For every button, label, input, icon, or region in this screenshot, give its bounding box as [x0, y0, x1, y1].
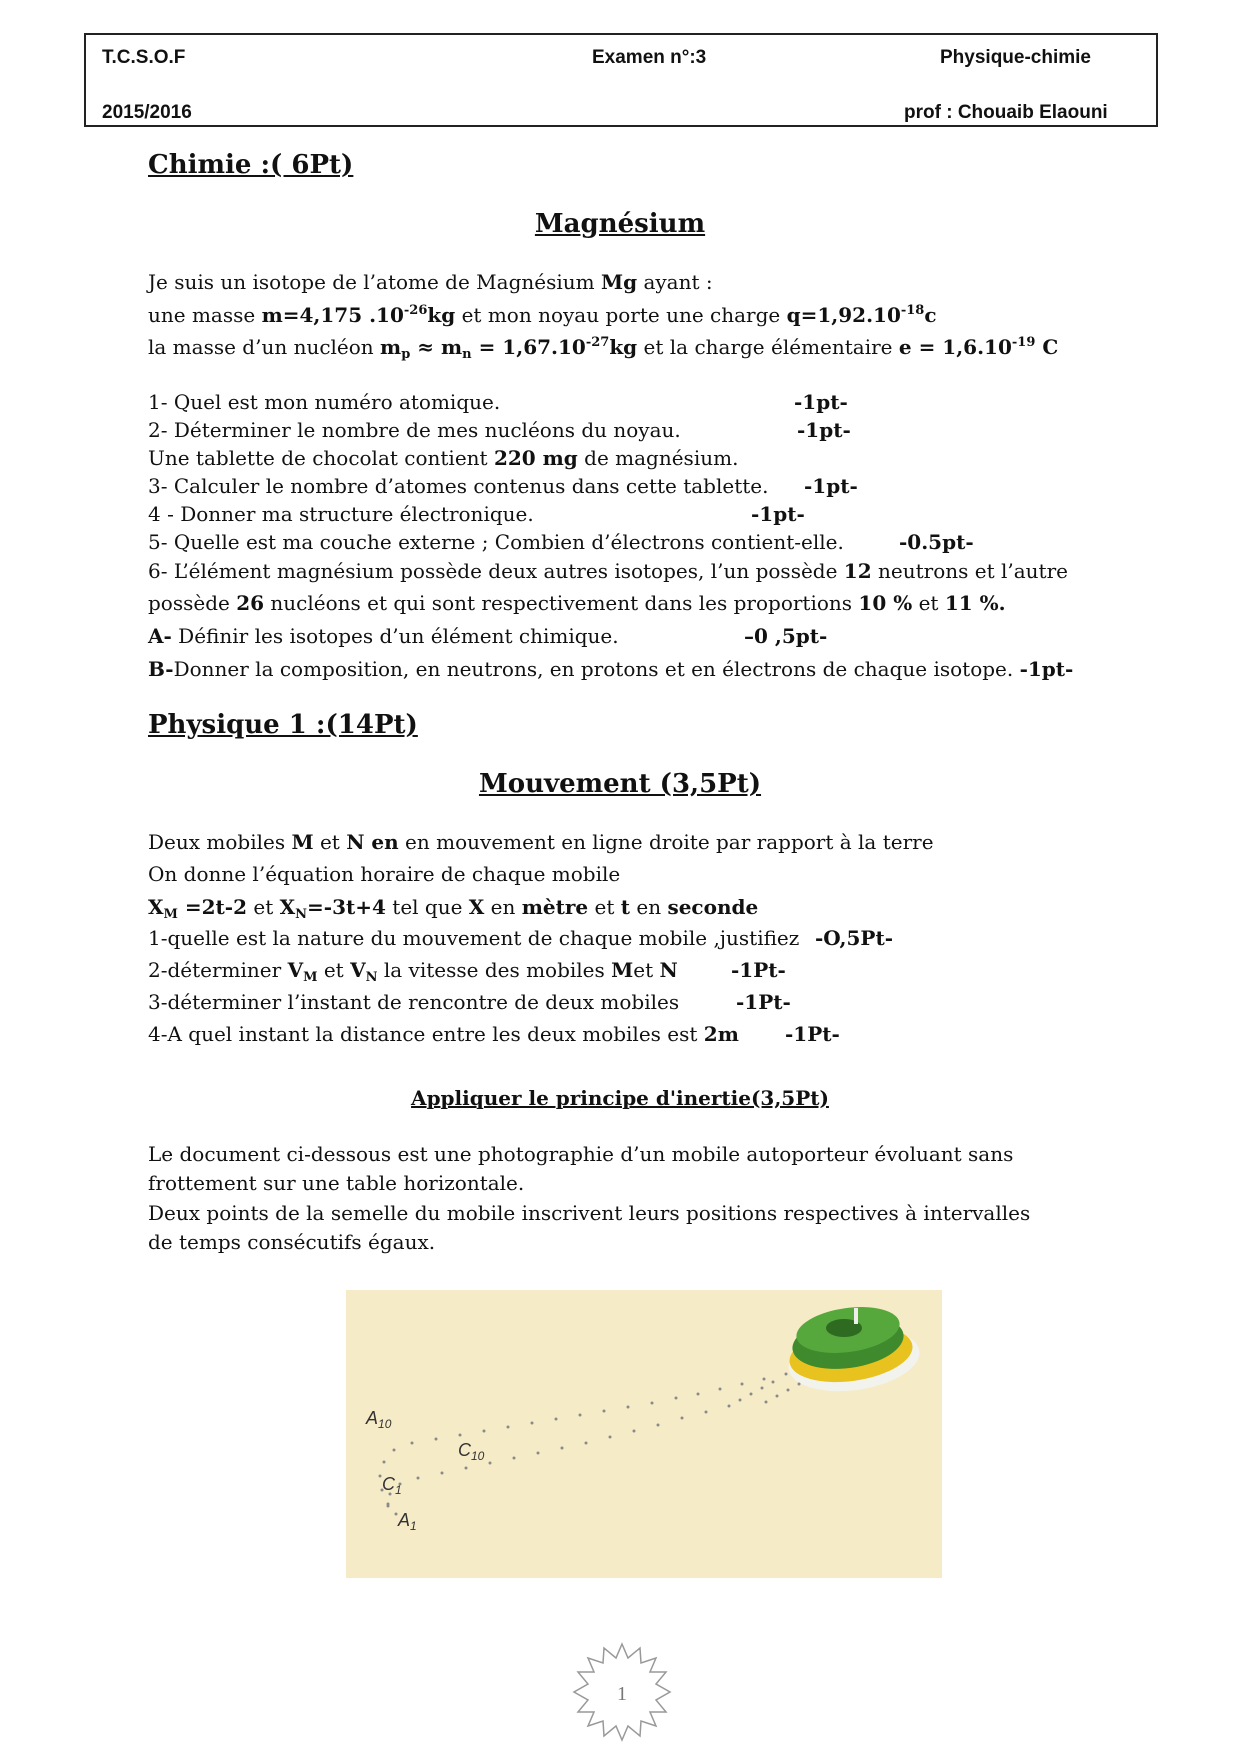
header-teacher: prof : Chouaib Elaouni	[904, 102, 1108, 123]
inertie-title: Appliquer le principe d'inertie(3,5Pt)	[411, 1086, 829, 1110]
page-number-badge	[570, 1640, 674, 1744]
chimie-intro: Je suis un isotope de l’atome de Magnésium Mg ayant :	[148, 270, 713, 294]
chimie-nucleon-line: la masse d’un nucléon $m_p \approx m_n = 1,67.10^{-27}kg$ et la charge élémentaire $e = 1,6.10^{-19}$ C	[148, 335, 1059, 362]
physique-title: Physique 1 :(14Pt)	[148, 710, 418, 740]
label-c1: $C_1$	[382, 1474, 402, 1497]
chimie-mass-line: une masse m=4,175 $.10^{-26}kg$ et mon noyau porte une charge $q=1,92.10^{-18}c$	[148, 303, 937, 327]
chimie-question-2: 2- Déterminer le nombre de mes nucléons du noyau.	[148, 418, 681, 442]
physique-line-2: On donne l’équation horaire de chaque mobile	[148, 862, 621, 886]
label-a10: $A_{10}$	[366, 1408, 392, 1431]
physique-question-2: 2-déterminer $V_M$ et $V_N$ la vitesse des mobiles Met N	[148, 958, 678, 985]
chimie-title: Chimie :( 6Pt)	[148, 150, 354, 180]
inertie-line-1: Le document ci-dessous est une photographie d’un mobile autoporteur évoluant sans	[148, 1142, 1014, 1166]
physique-question-3-points: -1Pt-	[736, 990, 791, 1014]
chimie-question-b: B-Donner la composition, en neutrons, en protons et en électrons de chaque isotope. -1pt-	[148, 657, 1074, 681]
chimie-question-4: 4 - Donner ma structure électronique.	[148, 502, 534, 526]
label-a1: $A_1$	[398, 1510, 417, 1533]
label-c10: $C_{10}$	[458, 1440, 485, 1463]
chimie-question-1: 1- Quel est mon numéro atomique.	[148, 390, 501, 414]
mobile-photo	[346, 1290, 942, 1578]
chimie-question-3-points: -1pt-	[804, 474, 858, 498]
chimie-question-a-points: –0 ,5pt-	[744, 624, 828, 648]
chimie-question-3: 3- Calculer le nombre d’atomes contenus dans cette tablette.	[148, 474, 769, 498]
physique-line-1: Deux mobiles M et N en en mouvement en ligne droite par rapport à la terre	[148, 830, 934, 854]
chimie-subtitle: Magnésium	[534, 209, 706, 239]
physique-question-1: 1-quelle est la nature du mouvement de chaque mobile ,justifiez	[148, 926, 800, 950]
chimie-question-4-points: -1pt-	[751, 502, 805, 526]
inertie-line-3: Deux points de la semelle du mobile inscrivent leurs positions respectives à intervalles	[148, 1201, 1031, 1225]
inertie-line-4: de temps consécutifs égaux.	[148, 1230, 436, 1254]
chimie-question-2-points: -1pt-	[797, 418, 851, 442]
physique-subtitle: Mouvement (3,5Pt)	[478, 769, 762, 799]
header-year: 2015/2016	[102, 102, 192, 123]
chimie-question-6-line1: 6- L’élément magnésium possède deux autres isotopes, l’un possède 12 neutrons et l’autre	[148, 559, 1068, 583]
physique-question-4-points: -1Pt-	[785, 1022, 840, 1046]
header-exam: Examen n°:3	[592, 47, 707, 68]
chimie-question-a: A- Définir les isotopes d’un élément chimique.	[148, 624, 619, 648]
chimie-question-6-line2: possède 26 nucléons et qui sont respectivement dans les proportions 10 % et 11 %.	[148, 591, 1006, 615]
physique-question-3: 3-déterminer l’instant de rencontre de deux mobiles	[148, 990, 680, 1014]
header-box	[84, 33, 1158, 127]
physique-equations: $X_M =2t-2$ et $X_N=-3t+4$ tel que X en mètre et t en seconde	[148, 895, 759, 922]
physique-question-2-points: -1Pt-	[731, 958, 786, 982]
header-subject: Physique-chimie	[940, 47, 1091, 68]
physique-question-1-points: -O,5Pt-	[815, 926, 894, 950]
physique-question-4: 4-A quel instant la distance entre les deux mobiles est 2m	[148, 1022, 739, 1046]
chimie-question-5-points: -0.5pt-	[899, 530, 974, 554]
chimie-question-5: 5- Quelle est ma couche externe ; Combien d’électrons contient-elle.	[148, 530, 844, 554]
chimie-question-1-points: -1pt-	[794, 390, 848, 414]
page-number: 1	[617, 1683, 627, 1705]
header-class: T.C.S.O.F	[102, 47, 186, 68]
chimie-chocolate-line: Une tablette de chocolat contient 220 mg de magnésium.	[148, 446, 739, 470]
inertie-line-2: frottement sur une table horizontale.	[148, 1171, 525, 1195]
